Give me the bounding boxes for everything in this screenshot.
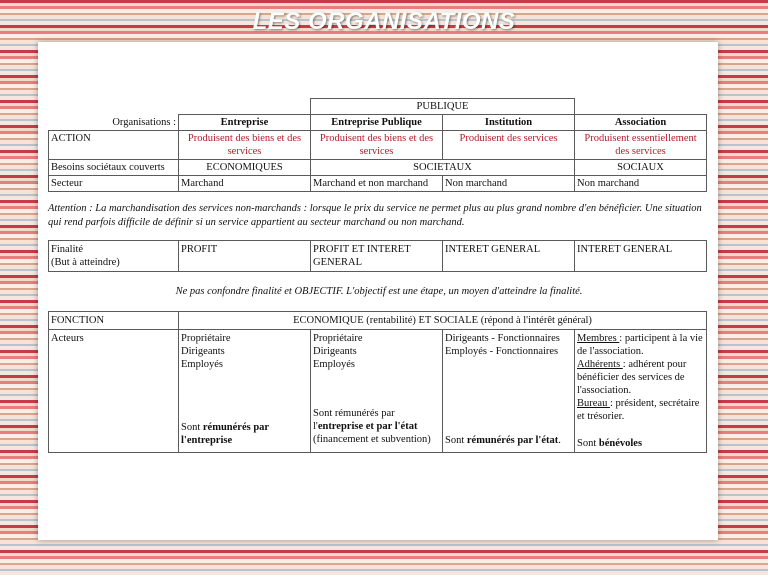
action-entreprise-publique: Produisent des biens et des services [311,131,443,160]
payment-note: (financement et subvention) [313,434,431,445]
acteurs-entreprise-publique [311,330,443,453]
header-association: Association [575,115,707,131]
actor-line: Employés [313,359,355,370]
payment-text: Sont rémunérés par [313,408,395,419]
finalite-table [48,240,707,272]
membres-term: Membres [577,333,620,344]
actor-line: Dirigeants - Fonctionnaires [445,333,560,344]
action-association: Produisent essentiellement des services [575,131,707,160]
payment-text: Sont [445,435,467,446]
acteurs-association [575,330,707,453]
payment-bold: entreprise et par l'état [317,421,418,432]
actor-line: Propriétaire [181,333,231,344]
bureau-line [577,397,704,423]
header-entreprise: Entreprise [179,115,311,131]
besoins-sociaux: SOCIAUX [575,160,707,176]
secteur-label: Secteur [49,176,179,192]
payment-institution [445,434,572,447]
header-entreprise-publique: Entreprise Publique [311,115,443,131]
actor-line: Dirigeants [181,346,225,357]
payment-text: Sont [577,438,599,449]
besoins-societaux: SOCIETAUX [311,160,575,176]
actor-line: Employés [181,359,223,370]
fonction-label: FONCTION [49,312,179,330]
finalite-label: Finalité [51,244,84,255]
payment-text: Sont [181,422,203,433]
besoins-label: Besoins sociétaux couverts [49,160,179,176]
finalite-entreprise-publique: PROFIT ET INTERET GENERAL [311,241,443,272]
membres-text: : participent à la vie de l'association. [577,333,703,357]
secteur-entreprise: Marchand [179,176,311,192]
besoins-economiques: ECONOMIQUES [179,160,311,176]
payment-association [577,437,704,450]
acteurs-label: Acteurs [49,330,179,453]
secteur-association: Non marchand [575,176,707,192]
content-area [48,98,710,453]
actor-line: Dirigeants [313,346,357,357]
finalite-label-cell [49,241,179,272]
organisations-table [48,98,707,192]
secteur-entreprise-publique: Marchand et non marchand [311,176,443,192]
acteurs-institution [443,330,575,453]
header-institution: Institution [443,115,575,131]
action-label: ACTION [49,131,179,160]
finalite-association: INTERET GENERAL [575,241,707,272]
acteurs-entreprise [179,330,311,453]
publique-header: PUBLIQUE [311,99,575,115]
finalite-entreprise: PROFIT [179,241,311,272]
bureau-text: : président, secrétaire et trésorier. [577,398,700,422]
payment-bold: rémunérés par l'entreprise [181,422,269,446]
finalite-sublabel: (But à atteindre) [51,257,120,268]
secteur-institution: Non marchand [443,176,575,192]
attention-note: Attention : La marchandisation des services non-marchands : lorsque le prix du service ne permet plus au plus grand nombre d'en bénéficier. Une situation qui rend parfois difficile de définir si un service appartient au secteur marchand ou non marchand. [48,203,702,228]
action-entreprise: Produisent des biens et des services [179,131,311,160]
bureau-term: Bureau [577,398,610,409]
adherents-term: Adhérents [577,359,623,370]
organisations-label: Organisations : [112,116,176,128]
fonction-table [48,311,707,453]
actor-line: Employés - Fonctionnaires [445,346,559,357]
payment-entreprise [181,421,308,447]
adherents-text: : adhérent pour bénéficier des services de l'association. [577,359,687,396]
payment-text: l' [313,421,318,432]
adherents-line [577,358,704,397]
action-institution: Produisent des services [443,131,575,160]
actor-line: Propriétaire [313,333,363,344]
payment-publique [313,407,440,446]
finalite-institution: INTERET GENERAL [443,241,575,272]
objectif-note: Ne pas confondre finalité et OBJECTIF. L'objectif est une étape, un moyen d'atteindre la finalité. [175,286,583,297]
payment-bold: bénévoles [598,438,643,449]
slide-title: LES ORGANISATIONS [252,8,516,35]
membres-line [577,332,704,358]
payment-text: . [558,435,561,446]
content-card [38,42,718,540]
fonction-value: ECONOMIQUE (rentabilité) ET SOCIALE (répond à l'intérêt général) [179,312,707,330]
payment-bold: rémunérés par l'état [466,435,559,446]
